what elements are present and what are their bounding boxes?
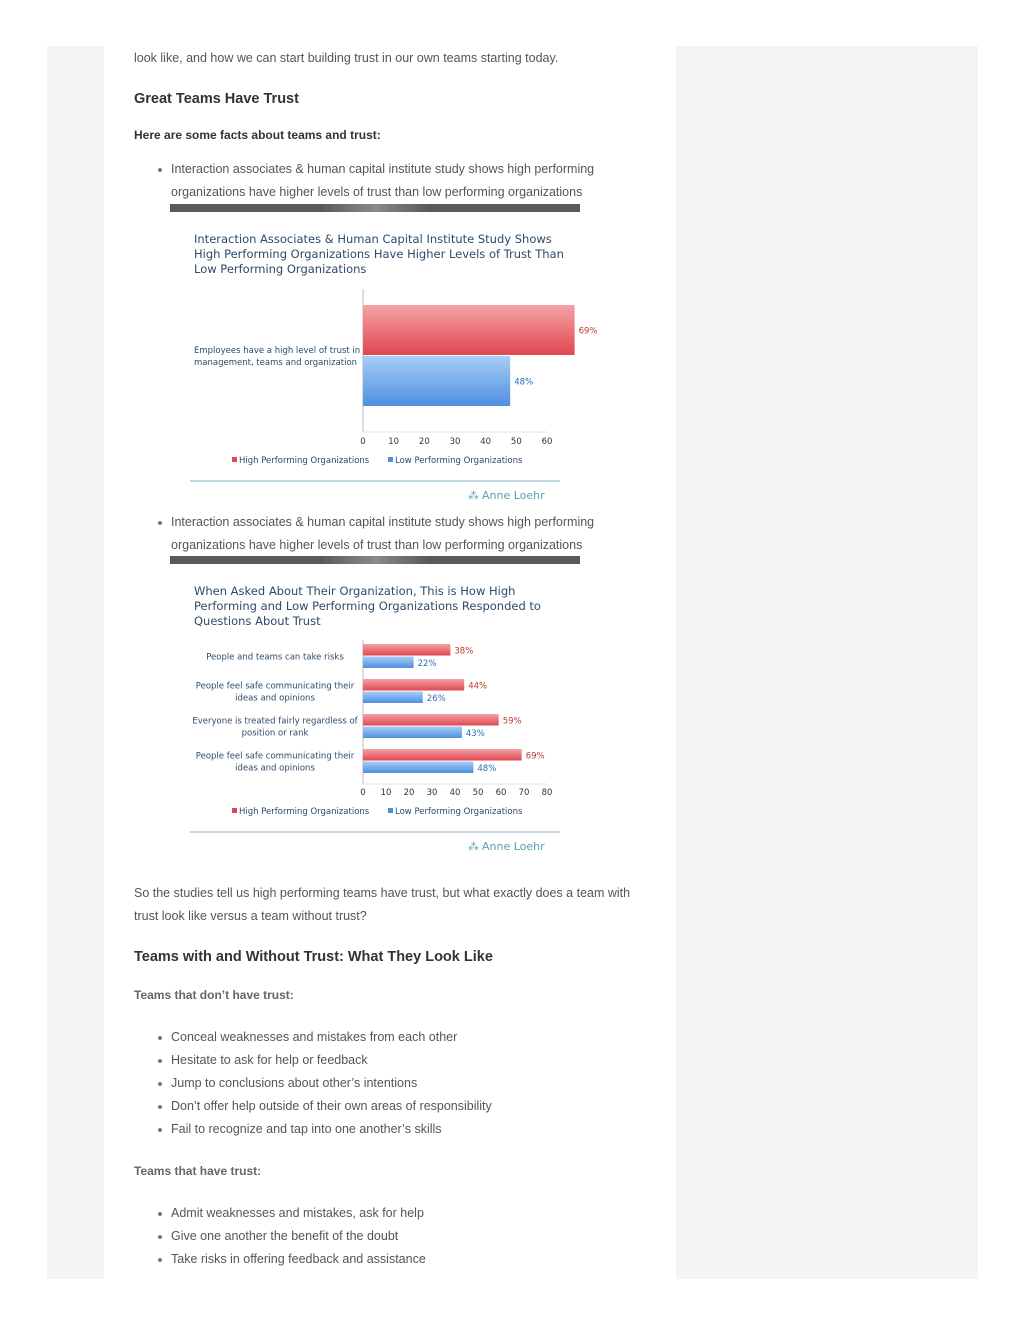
chart-title: Interaction Associates & Human Capital Institute Study Shows <box>194 232 552 246</box>
chart-trust-responses <box>170 564 580 864</box>
x-tick-label: 40 <box>449 788 461 798</box>
x-tick-label: 0 <box>360 788 366 798</box>
bar-low-performing <box>363 692 423 704</box>
bullet-line: Interaction associates & human capital institute study shows high performing <box>171 162 595 176</box>
list-item: Jump to conclusions about other’s intentions <box>158 1072 678 1095</box>
category-label: People feel safe communicating their <box>195 681 355 692</box>
section-heading-great-teams: Great Teams Have Trust <box>134 91 299 107</box>
data-label: 59% <box>502 716 522 727</box>
category-label: management, teams and organization <box>194 358 358 368</box>
intro-paragraph: look like, and how we can start building trust in our own teams starting today. <box>134 51 559 65</box>
x-tick-label: 20 <box>403 788 415 798</box>
chart-title: Questions About Trust <box>194 614 321 628</box>
right-sidebar <box>676 46 978 1279</box>
trust-label: Teams that have trust: <box>134 1164 262 1178</box>
section-heading-with-without: Teams with and Without Trust: What They Look Like <box>134 949 493 965</box>
trust-list <box>158 1202 678 1271</box>
x-tick-label: 10 <box>380 788 392 798</box>
list-item: Fail to recognize and tap into one another’s skills <box>158 1118 678 1141</box>
bar-low-performing <box>363 657 414 669</box>
data-label: 43% <box>465 728 485 739</box>
legend-label: Low Performing Organizations <box>395 456 523 466</box>
list-item: Take risks in offering feedback and assistance <box>158 1248 678 1271</box>
facts-list-2 <box>158 511 678 557</box>
legend-swatch <box>388 457 393 462</box>
brand-logo: Anne Loehr <box>482 489 545 502</box>
left-gutter <box>47 46 104 1279</box>
summary-paragraph <box>134 882 654 928</box>
summary-line: trust look like versus a team without trust? <box>134 909 367 923</box>
x-tick-label: 70 <box>518 788 530 798</box>
category-label: Employees have a high level of trust in <box>194 346 361 356</box>
data-label: 69% <box>578 326 598 337</box>
legend-swatch <box>388 808 393 813</box>
bar-low-performing <box>363 762 473 774</box>
category-label: ideas and opinions <box>235 693 315 704</box>
x-tick-label: 60 <box>495 788 507 798</box>
category-label: People feel safe communicating their <box>195 751 355 762</box>
list-item: Conceal weaknesses and mistakes from each other <box>158 1026 678 1049</box>
list-item <box>158 511 678 557</box>
bullet-line: organizations have higher levels of trust than low performing organizations <box>171 538 583 552</box>
bar-high-performing <box>363 305 575 355</box>
data-label: 38% <box>454 646 474 657</box>
category-label: Everyone is treated fairly regardless of <box>192 716 358 727</box>
data-label: 48% <box>477 763 497 774</box>
bar-high-performing <box>363 714 499 726</box>
bullet-line: Interaction associates & human capital institute study shows high performing <box>171 515 595 529</box>
category-label: People and teams can take risks <box>206 652 344 663</box>
legend-swatch <box>232 808 237 813</box>
list-item: Admit weaknesses and mistakes, ask for help <box>158 1202 678 1225</box>
no-trust-list <box>158 1026 678 1141</box>
data-label: 69% <box>525 751 545 762</box>
x-tick-label: 50 <box>472 788 484 798</box>
x-tick-label: 50 <box>510 437 522 447</box>
x-tick-label: 40 <box>480 437 492 447</box>
list-item: Give one another the benefit of the doubt <box>158 1225 678 1248</box>
chart-title: Low Performing Organizations <box>194 262 367 276</box>
brand-mark-icon: ⁂ <box>468 840 479 853</box>
chart-card-top-bar <box>170 556 580 564</box>
no-trust-label: Teams that don’t have trust: <box>134 988 294 1002</box>
x-tick-label: 10 <box>388 437 400 447</box>
chart-card-top-bar <box>170 204 580 212</box>
x-tick-label: 30 <box>426 788 438 798</box>
chart-card-trust-responses <box>170 556 580 858</box>
brand-logo: Anne Loehr <box>482 840 545 853</box>
chart-trust-levels <box>170 212 598 508</box>
data-label: 44% <box>468 681 488 692</box>
bar-high-performing <box>363 644 450 656</box>
x-tick-label: 80 <box>541 788 553 798</box>
data-label: 26% <box>426 693 446 704</box>
legend-label: High Performing Organizations <box>239 807 370 817</box>
legend-swatch <box>232 457 237 462</box>
bar-high-performing <box>363 749 522 761</box>
legend-label: High Performing Organizations <box>239 456 370 466</box>
category-label: ideas and opinions <box>235 763 315 774</box>
x-tick-label: 60 <box>541 437 553 447</box>
x-tick-label: 20 <box>418 437 430 447</box>
chart-card-trust-levels <box>170 204 598 504</box>
bar-high-performing <box>363 679 464 691</box>
x-tick-label: 30 <box>449 437 461 447</box>
brand-mark-icon: ⁂ <box>468 489 479 502</box>
data-label: 22% <box>417 658 437 669</box>
chart-title: When Asked About Their Organization, This is How High <box>194 584 516 598</box>
legend-label: Low Performing Organizations <box>395 807 523 817</box>
list-item <box>158 158 678 204</box>
x-tick-label: 0 <box>360 437 366 447</box>
bullet-line: organizations have higher levels of trust than low performing organizations <box>171 185 583 199</box>
facts-label: Here are some facts about teams and trust: <box>134 128 381 142</box>
chart-title: High Performing Organizations Have Higher Levels of Trust Than <box>194 247 564 261</box>
facts-list-1 <box>158 158 678 204</box>
data-label: 48% <box>514 377 534 388</box>
list-item: Hesitate to ask for help or feedback <box>158 1049 678 1072</box>
summary-line: So the studies tell us high performing teams have trust, but what exactly does a team with <box>134 886 631 900</box>
bar-low-performing <box>363 727 462 739</box>
chart-title: Performing and Low Performing Organizations Responded to <box>194 599 541 613</box>
bar-low-performing <box>363 356 510 406</box>
category-label: position or rank <box>241 728 309 739</box>
list-item: Don’t offer help outside of their own areas of responsibility <box>158 1095 678 1118</box>
